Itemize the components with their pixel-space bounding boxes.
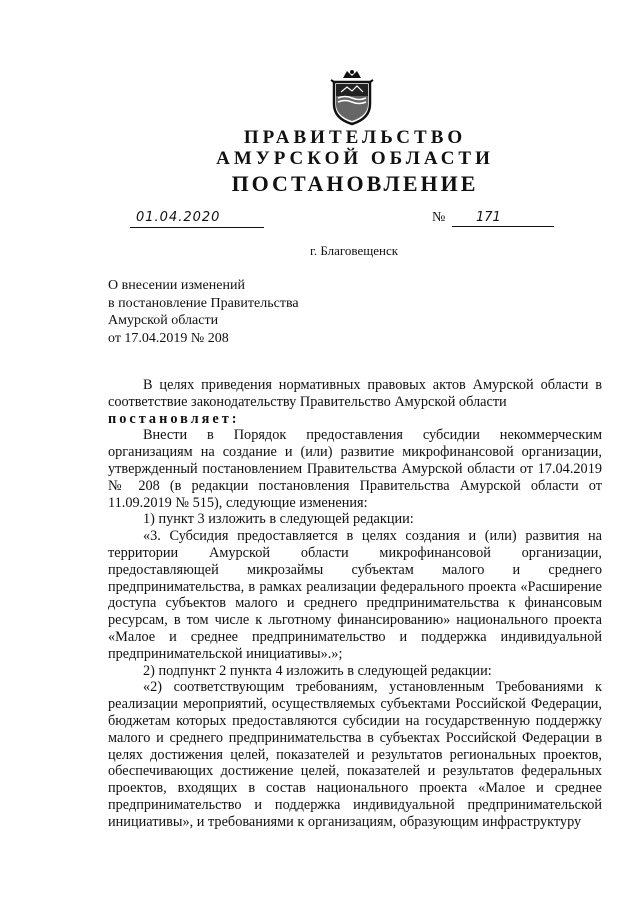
amendment-text-1: «3. Субсидия предоставляется в целях создания и (или) развития на территории Амурской области микрофинансовой организации, предоставляющей микрозаймы субъектам малого и среднего предпринимательства, в рамках реализации федерального проекта «Расширение доступа субъектов малого и среднего предпринимательства к финансовым ресурсам, в том числе к льготному финансированию» национального проекта «Малое и среднее предпринимательство и поддержка индивидуальной предпринимательской инициативы».»; bbox=[108, 528, 602, 662]
subject-line: от 17.04.2019 № 208 bbox=[108, 330, 229, 346]
document-date: 01.04.2020 bbox=[130, 210, 264, 228]
amendment-item-1: 1) пункт 3 изложить в следующей редакции: bbox=[143, 511, 414, 528]
subject-line: Амурской области bbox=[108, 313, 219, 328]
number-label: № bbox=[432, 210, 446, 225]
decrees-word: постановляет: bbox=[108, 410, 240, 427]
amendment-text-2: «2) соответствующим требованиям, установленным Требованиями к реализации мероприятий, осуществляемых субъектами Российской Федерации, бюджетам которых предоставляются субсидии на государственную поддержку малого и среднего предпринимательства в субъектах Российской Федерации в целях достижения целей, показателей и результатов региональных проектов, обеспечивающих достижение целей, показателей и результатов федеральных проектов, входящих в состав национального проекта «Малое и среднее предпринимательство и поддержка индивидуальной предпринимательской инициативы», и требованиями к организациям, образующим инфраструктуру bbox=[108, 679, 602, 830]
subject-line: в постановление Правительства bbox=[108, 295, 299, 311]
document-body bbox=[108, 377, 602, 831]
intro-paragraph: В целях приведения нормативных правовых актов Амурской области в соответствие законодательству Правительство Амурской области bbox=[108, 377, 602, 410]
org-name-line1: ПРАВИТЕЛЬСТВО bbox=[243, 127, 467, 148]
org-name-line2: АМУРСКОЙ ОБЛАСТИ bbox=[216, 148, 494, 169]
subject-block bbox=[108, 277, 428, 347]
city: г. Благовещенск bbox=[310, 243, 399, 258]
document-type: ПОСТАНОВЛЕНИЕ bbox=[231, 171, 479, 196]
main-paragraph: Внести в Порядок предоставления субсидии некоммерческим организациям на создание и (или) развитие микрофинансовой организации, утвержденный постановлением Правительства Амурской области от 17.04.2019 № 208 (в редакции постановления Правительства Амурской области от 11.09.2019 № 515), следующие изменения: bbox=[108, 427, 602, 511]
subject-line: О внесении изменений bbox=[108, 278, 245, 293]
coat-of-arms-icon bbox=[329, 68, 375, 126]
amendment-item-2: 2) подпункт 2 пункта 4 изложить в следующей редакции: bbox=[143, 662, 492, 679]
document-number: 171 bbox=[452, 210, 554, 227]
